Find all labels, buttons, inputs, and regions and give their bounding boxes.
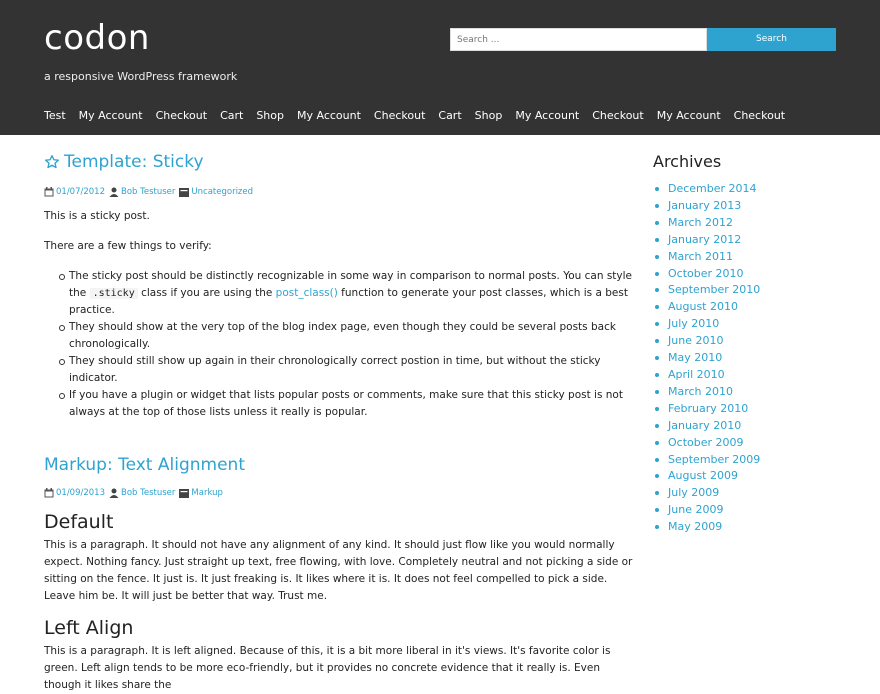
archive-link[interactable]: October 2010 xyxy=(668,266,744,280)
archive-item xyxy=(653,181,853,198)
post-meta xyxy=(44,487,636,499)
archive-item xyxy=(653,384,853,401)
nav-item-shop[interactable]: Shop xyxy=(474,109,503,122)
folder-icon xyxy=(179,187,189,197)
archive-link[interactable]: May 2009 xyxy=(668,520,723,534)
primary-nav xyxy=(44,109,798,125)
calendar-icon xyxy=(44,488,54,498)
post-title xyxy=(44,453,636,477)
heading-default: Default xyxy=(44,511,114,533)
code-sticky: .sticky xyxy=(90,288,138,299)
site-title[interactable]: codon xyxy=(44,18,150,58)
archive-item xyxy=(653,502,853,519)
folder-icon xyxy=(179,488,189,498)
list-item: They should show at the very top of the blog index page, even though they could be several posts back chronologically. xyxy=(57,319,636,353)
nav-item-my-account[interactable]: My Account xyxy=(656,109,721,122)
archive-item xyxy=(653,232,853,249)
archive-link[interactable]: July 2010 xyxy=(668,317,720,331)
archive-item xyxy=(653,367,853,384)
archive-item xyxy=(653,198,853,215)
archive-link[interactable]: April 2010 xyxy=(668,367,725,381)
main-content xyxy=(44,150,636,694)
archive-item xyxy=(653,485,853,502)
post-paragraph: This is a paragraph. It should not have any alignment of any kind. It should just flow like you would normally expect. Nothing fancy. Just straight up text, free flowing, with love. Completely neutral and not picking a side or sitting on the fence. It just is. It just freaking is. It likes where it is. It does not feel compelled to pick a side. Leave him be. It will just be better that way. Trust me. xyxy=(44,539,633,602)
post-date[interactable]: 01/07/2012 xyxy=(56,187,105,197)
nav-item-checkout[interactable]: Checkout xyxy=(733,109,786,122)
nav-item-my-account[interactable]: My Account xyxy=(78,109,143,122)
list-item: They should still show up again in their chronologically correct postion in time, but without the sticky indicator. xyxy=(57,353,636,387)
archive-item xyxy=(653,249,853,266)
list-item: The sticky post should be distinctly recognizable in some way in comparison to normal posts. You can style the .sticky class if you are using the post_class() function to generate your post classes, which is a best practice. xyxy=(57,268,636,319)
nav-item-checkout[interactable]: Checkout xyxy=(155,109,208,122)
archive-list xyxy=(653,181,853,536)
post-paragraph: This is a paragraph. It is left aligned. Because of this, it is a bit more liberal in it's views. It's favorite color is green. Left align tends to be more eco-friendly, but it provides no concrete evidence that it really is. Even though it likes share the xyxy=(44,645,611,691)
post-category[interactable]: Uncategorized xyxy=(191,187,254,197)
archive-link[interactable]: March 2011 xyxy=(668,249,734,263)
calendar-icon xyxy=(44,187,54,197)
archive-link[interactable]: January 2013 xyxy=(668,198,742,212)
archive-link[interactable]: March 2012 xyxy=(668,215,734,229)
post-list xyxy=(57,268,636,421)
archive-link[interactable]: March 2010 xyxy=(668,384,734,398)
archive-item xyxy=(653,282,853,299)
archive-item xyxy=(653,350,853,367)
archive-item xyxy=(653,215,853,232)
archive-item xyxy=(653,316,853,333)
nav-item-cart[interactable]: Cart xyxy=(220,109,244,122)
archive-item xyxy=(653,401,853,418)
post-paragraph: This is a sticky post. xyxy=(44,210,150,222)
nav-item-my-account[interactable]: My Account xyxy=(297,109,361,122)
post-title xyxy=(44,150,636,174)
archive-item xyxy=(653,266,853,283)
archive-item xyxy=(653,435,853,452)
post-date[interactable]: 01/09/2013 xyxy=(56,488,105,498)
post-title-link[interactable]: Markup: Text Alignment xyxy=(44,455,245,475)
archive-link[interactable]: September 2009 xyxy=(668,452,761,466)
archive-item xyxy=(653,418,853,435)
post-category[interactable]: Markup xyxy=(191,488,223,498)
archive-item xyxy=(653,468,853,485)
archive-link[interactable]: August 2009 xyxy=(668,469,738,483)
post-meta xyxy=(44,186,636,198)
nav-item-shop[interactable]: Shop xyxy=(256,109,284,122)
archive-link[interactable]: July 2009 xyxy=(668,486,720,500)
archive-link[interactable]: September 2010 xyxy=(668,283,761,297)
search-button[interactable]: Search xyxy=(707,28,836,51)
archive-link[interactable]: May 2010 xyxy=(668,351,723,365)
post-paragraph: There are a few things to verify: xyxy=(44,240,212,252)
nav-item-checkout[interactable]: Checkout xyxy=(592,109,644,122)
site-tagline: a responsive WordPress framework xyxy=(44,70,238,83)
nav-item-my-account[interactable]: My Account xyxy=(515,109,580,122)
post-author[interactable]: Bob Testuser xyxy=(121,187,176,197)
archive-item xyxy=(653,333,853,350)
user-icon xyxy=(109,488,119,498)
archive-link[interactable]: June 2009 xyxy=(668,503,724,517)
archive-item xyxy=(653,299,853,316)
list-item: If you have a plugin or widget that lists popular posts or comments, make sure that this sticky post is not always at the top of those lists unless it really is popular. xyxy=(57,387,636,421)
user-icon xyxy=(109,187,119,197)
archive-link[interactable]: August 2010 xyxy=(668,300,738,314)
post-text-alignment xyxy=(44,453,636,694)
archive-link[interactable]: January 2010 xyxy=(668,418,742,432)
post-title-link[interactable]: Template: Sticky xyxy=(64,152,204,172)
post-class-link[interactable]: post_class() xyxy=(275,287,338,299)
nav-item-checkout[interactable]: Checkout xyxy=(373,109,426,122)
archive-link[interactable]: October 2009 xyxy=(668,435,744,449)
archive-link[interactable]: February 2010 xyxy=(668,401,749,415)
site-header xyxy=(0,0,880,135)
archive-item xyxy=(653,452,853,469)
archive-link[interactable]: June 2010 xyxy=(668,334,724,348)
star-icon xyxy=(44,154,60,170)
archive-link[interactable]: December 2014 xyxy=(668,182,757,195)
nav-item-cart[interactable]: Cart xyxy=(438,109,462,122)
post-author[interactable]: Bob Testuser xyxy=(121,488,176,498)
archive-item xyxy=(653,519,853,536)
search-input[interactable] xyxy=(450,28,707,51)
nav-item-test[interactable]: Test xyxy=(44,109,66,122)
archive-link[interactable]: January 2012 xyxy=(668,232,742,246)
archives-title: Archives xyxy=(653,152,722,171)
heading-left-align: Left Align xyxy=(44,617,134,639)
post-sticky xyxy=(44,150,636,421)
sidebar xyxy=(653,150,853,536)
